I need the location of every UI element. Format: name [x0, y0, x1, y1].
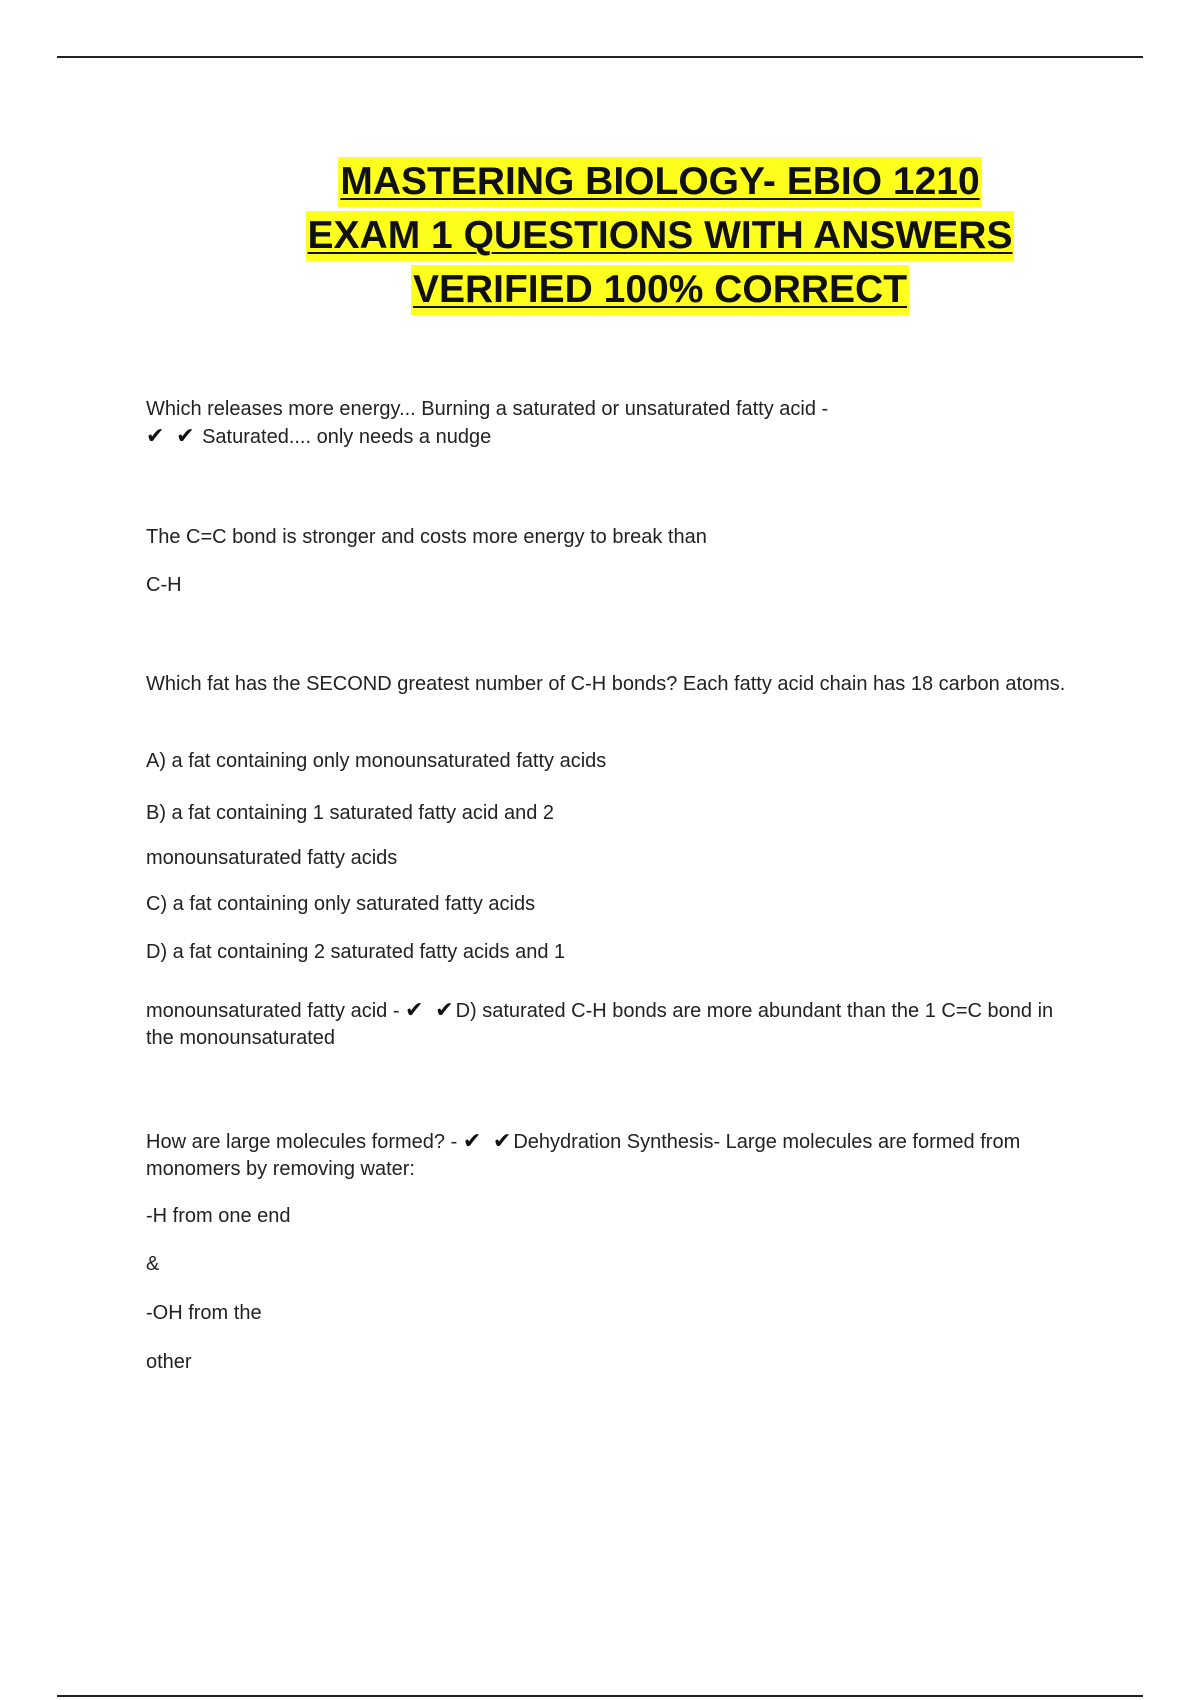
q3-answer-block [146, 997, 1086, 1052]
document-title [0, 155, 1200, 317]
bottom-rule [57, 1695, 1143, 1697]
q3-answer: D) saturated C-H bonds are more abundant than the 1 C=C bond in the monounsaturated [146, 1000, 1054, 1049]
q3-option-b-line1: B) a fat containing 1 saturated fatty acid and 2 [146, 802, 555, 824]
q2-answer: C-H [146, 574, 182, 596]
double-check-icon: ✔ ✔ [462, 1129, 514, 1154]
title-line-3: VERIFIED 100% CORRECT [411, 265, 909, 315]
q1-answer: Saturated.... only needs a nudge [202, 426, 492, 448]
q3-option-a: A) a fat containing only monounsaturated fatty acids [146, 750, 607, 772]
q4-answer: Dehydration Synthesis- Large molecules are formed from monomers by removing water: [146, 1131, 1021, 1180]
q1-block [146, 396, 1086, 451]
q2-question: The C=C bond is stronger and costs more energy to break than [146, 526, 707, 548]
q3-option-b-line2: monounsaturated fatty acids [146, 847, 398, 869]
title-line-2: EXAM 1 QUESTIONS WITH ANSWERS [306, 211, 1015, 261]
q3-option-d-line2: monounsaturated fatty acid - [146, 1000, 400, 1022]
double-check-icon: ✔ ✔ [405, 998, 456, 1023]
top-rule [57, 56, 1143, 58]
q4-line-4: other [146, 1351, 192, 1373]
q3-option-d-line1: D) a fat containing 2 saturated fatty acids and 1 [146, 941, 566, 963]
q3-question: Which fat has the SECOND greatest number of C-H bonds? Each fatty acid chain has 18 carbon atoms. [146, 673, 1066, 695]
title-line-1: MASTERING BIOLOGY- EBIO 1210 [338, 157, 981, 207]
q4-question: How are large molecules formed? - [146, 1131, 458, 1153]
q1-question: Which releases more energy... Burning a saturated or unsaturated fatty acid - [146, 398, 829, 420]
q4-line-2: & [146, 1253, 160, 1275]
q4-block [146, 1128, 1086, 1183]
double-check-icon: ✔ ✔ [146, 424, 197, 449]
q3-option-c: C) a fat containing only saturated fatty acids [146, 893, 536, 915]
q4-line-3: -OH from the [146, 1302, 262, 1324]
q4-line-1: -H from one end [146, 1205, 291, 1227]
